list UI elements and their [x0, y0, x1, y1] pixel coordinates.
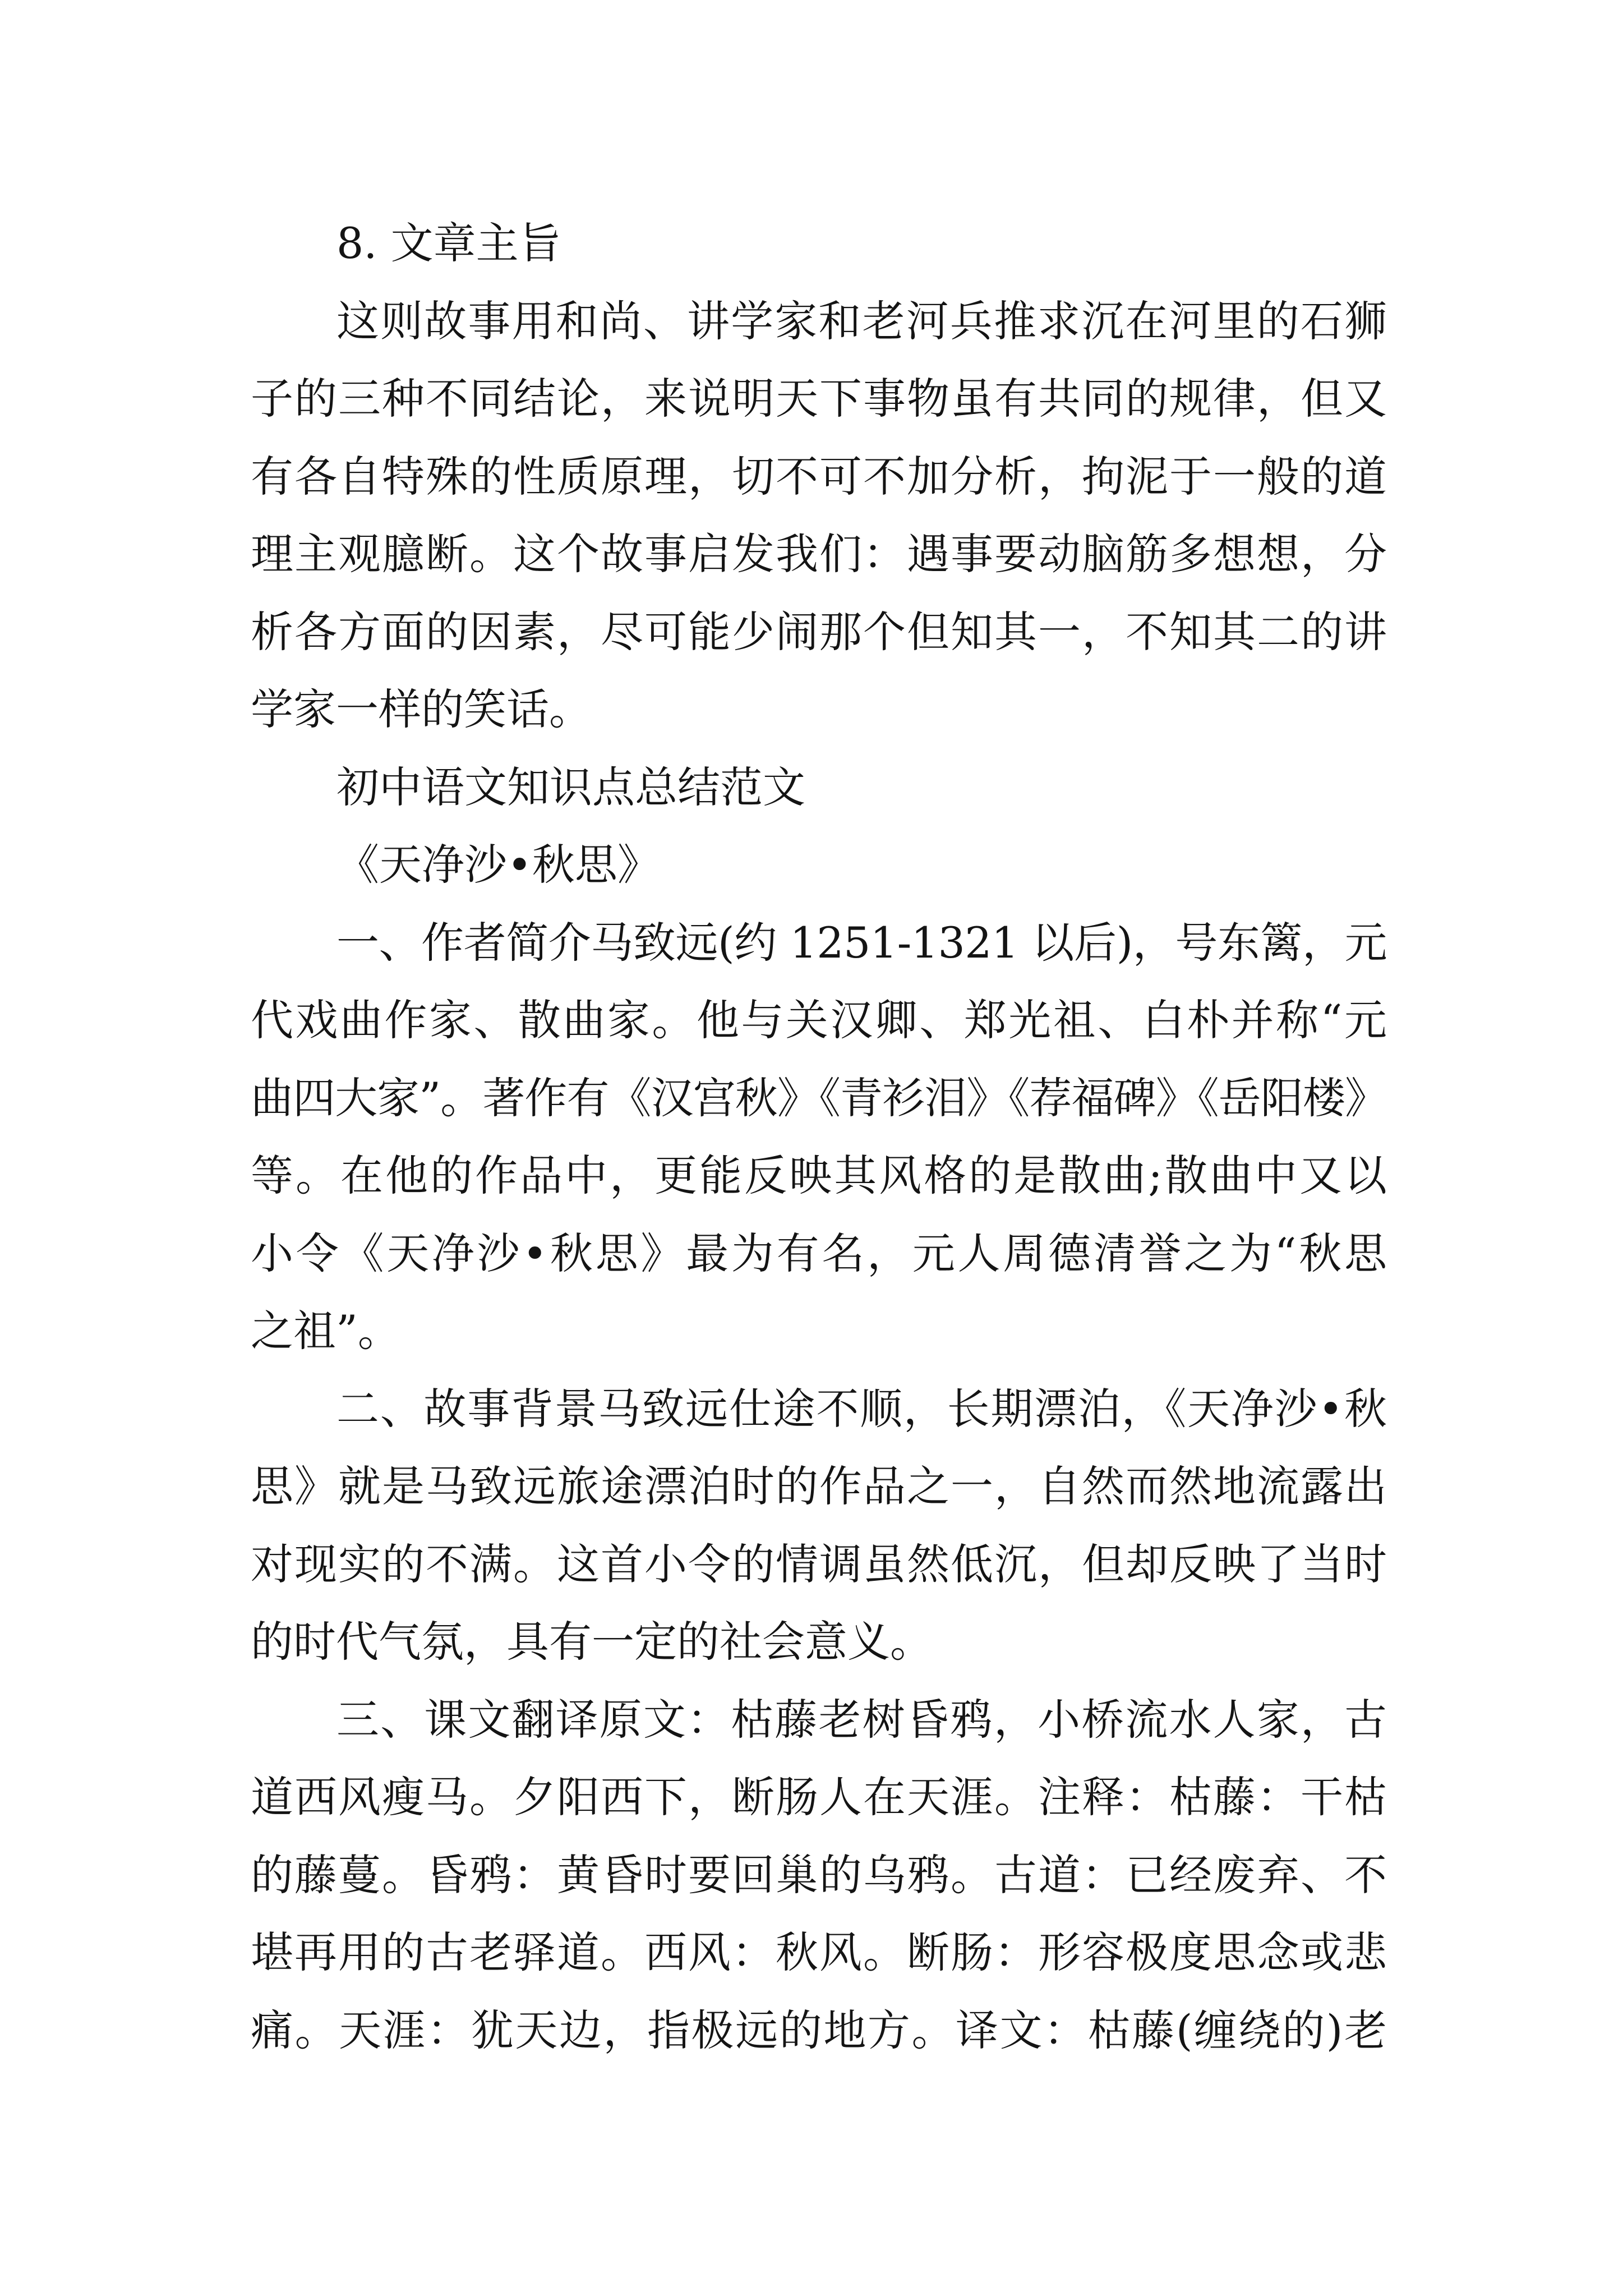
- text-line: 有各自特殊的性质原理，切不可不加分析，拘泥于一般的道: [251, 451, 1387, 501]
- text-line: 小令《天净沙•秋思》最为有名，元人周德清誉之为“秋思: [251, 1228, 1387, 1278]
- text-line: 的藤蔓。昏鸦：黄昏时要回巢的乌鸦。古道：已经废弃、不: [251, 1849, 1387, 1900]
- text-line: 学家一样的笑话。: [251, 684, 592, 734]
- text-line: 三、课文翻译原文：枯藤老树昏鸦，小桥流水人家，古: [336, 1694, 1387, 1745]
- text-line: 曲四大家”。著作有《汉宫秋》《青衫泪》《荐福碑》《岳阳楼》: [251, 1073, 1387, 1123]
- text-line: 痛。天涯：犹天边，指极远的地方。译文：枯藤(缠绕的)老: [251, 2005, 1387, 2055]
- poem-title: [251, 826, 1387, 904]
- translation-paragraph: [251, 1681, 1387, 2070]
- document-title-line: 初中语文知识点总结范文: [336, 762, 805, 812]
- text-line: 二、故事背景马致远仕途不顺，长期漂泊，《天净沙•秋: [336, 1383, 1387, 1434]
- text-line: 一、作者简介马致远(约 1251-1321 以后)，号东篱，元: [336, 917, 1387, 968]
- document-title: [251, 749, 1387, 827]
- text-line: 堪再用的古老驿道。西风：秋风。断肠：形容极度思念或悲: [251, 1927, 1387, 1977]
- text-line: 子的三种不同结论，来说明天下事物虽有共同的规律，但又: [251, 374, 1387, 424]
- author-intro-paragraph: [251, 904, 1387, 1370]
- poem-title-line: 《天净沙•秋思》: [336, 840, 660, 890]
- main-idea-paragraph: [251, 283, 1387, 749]
- text-line: 道西风瘦马。夕阳西下，断肠人在天涯。注释：枯藤：干枯: [251, 1772, 1387, 1822]
- text-line: 之祖”。: [251, 1306, 400, 1356]
- text-line: 理主观臆断。这个故事启发我们：遇事要动脑筋多想想，分: [251, 529, 1387, 579]
- background-paragraph: [251, 1370, 1387, 1681]
- document-body: [251, 205, 1387, 2069]
- text-line: 等。在他的作品中，更能反映其风格的是散曲;散曲中又以: [251, 1151, 1387, 1200]
- section-heading: [251, 205, 1387, 283]
- text-line: 析各方面的因素，尽可能少闹那个但知其一，不知其二的讲: [251, 606, 1387, 657]
- section-heading-line: 8. 文章主旨: [336, 218, 561, 268]
- text-line: 思》就是马致远旅途漂泊时的作品之一，自然而然地流露出: [251, 1461, 1387, 1511]
- text-line: 代戏曲作家、散曲家。他与关汉卿、郑光祖、白朴并称“元: [251, 995, 1387, 1045]
- text-line: 这则故事用和尚、讲学家和老河兵推求沉在河里的石狮: [336, 296, 1387, 346]
- text-line: 的时代气氛，具有一定的社会意义。: [251, 1617, 933, 1667]
- text-line: 对现实的不满。这首小令的情调虽然低沉，但却反映了当时: [251, 1539, 1387, 1589]
